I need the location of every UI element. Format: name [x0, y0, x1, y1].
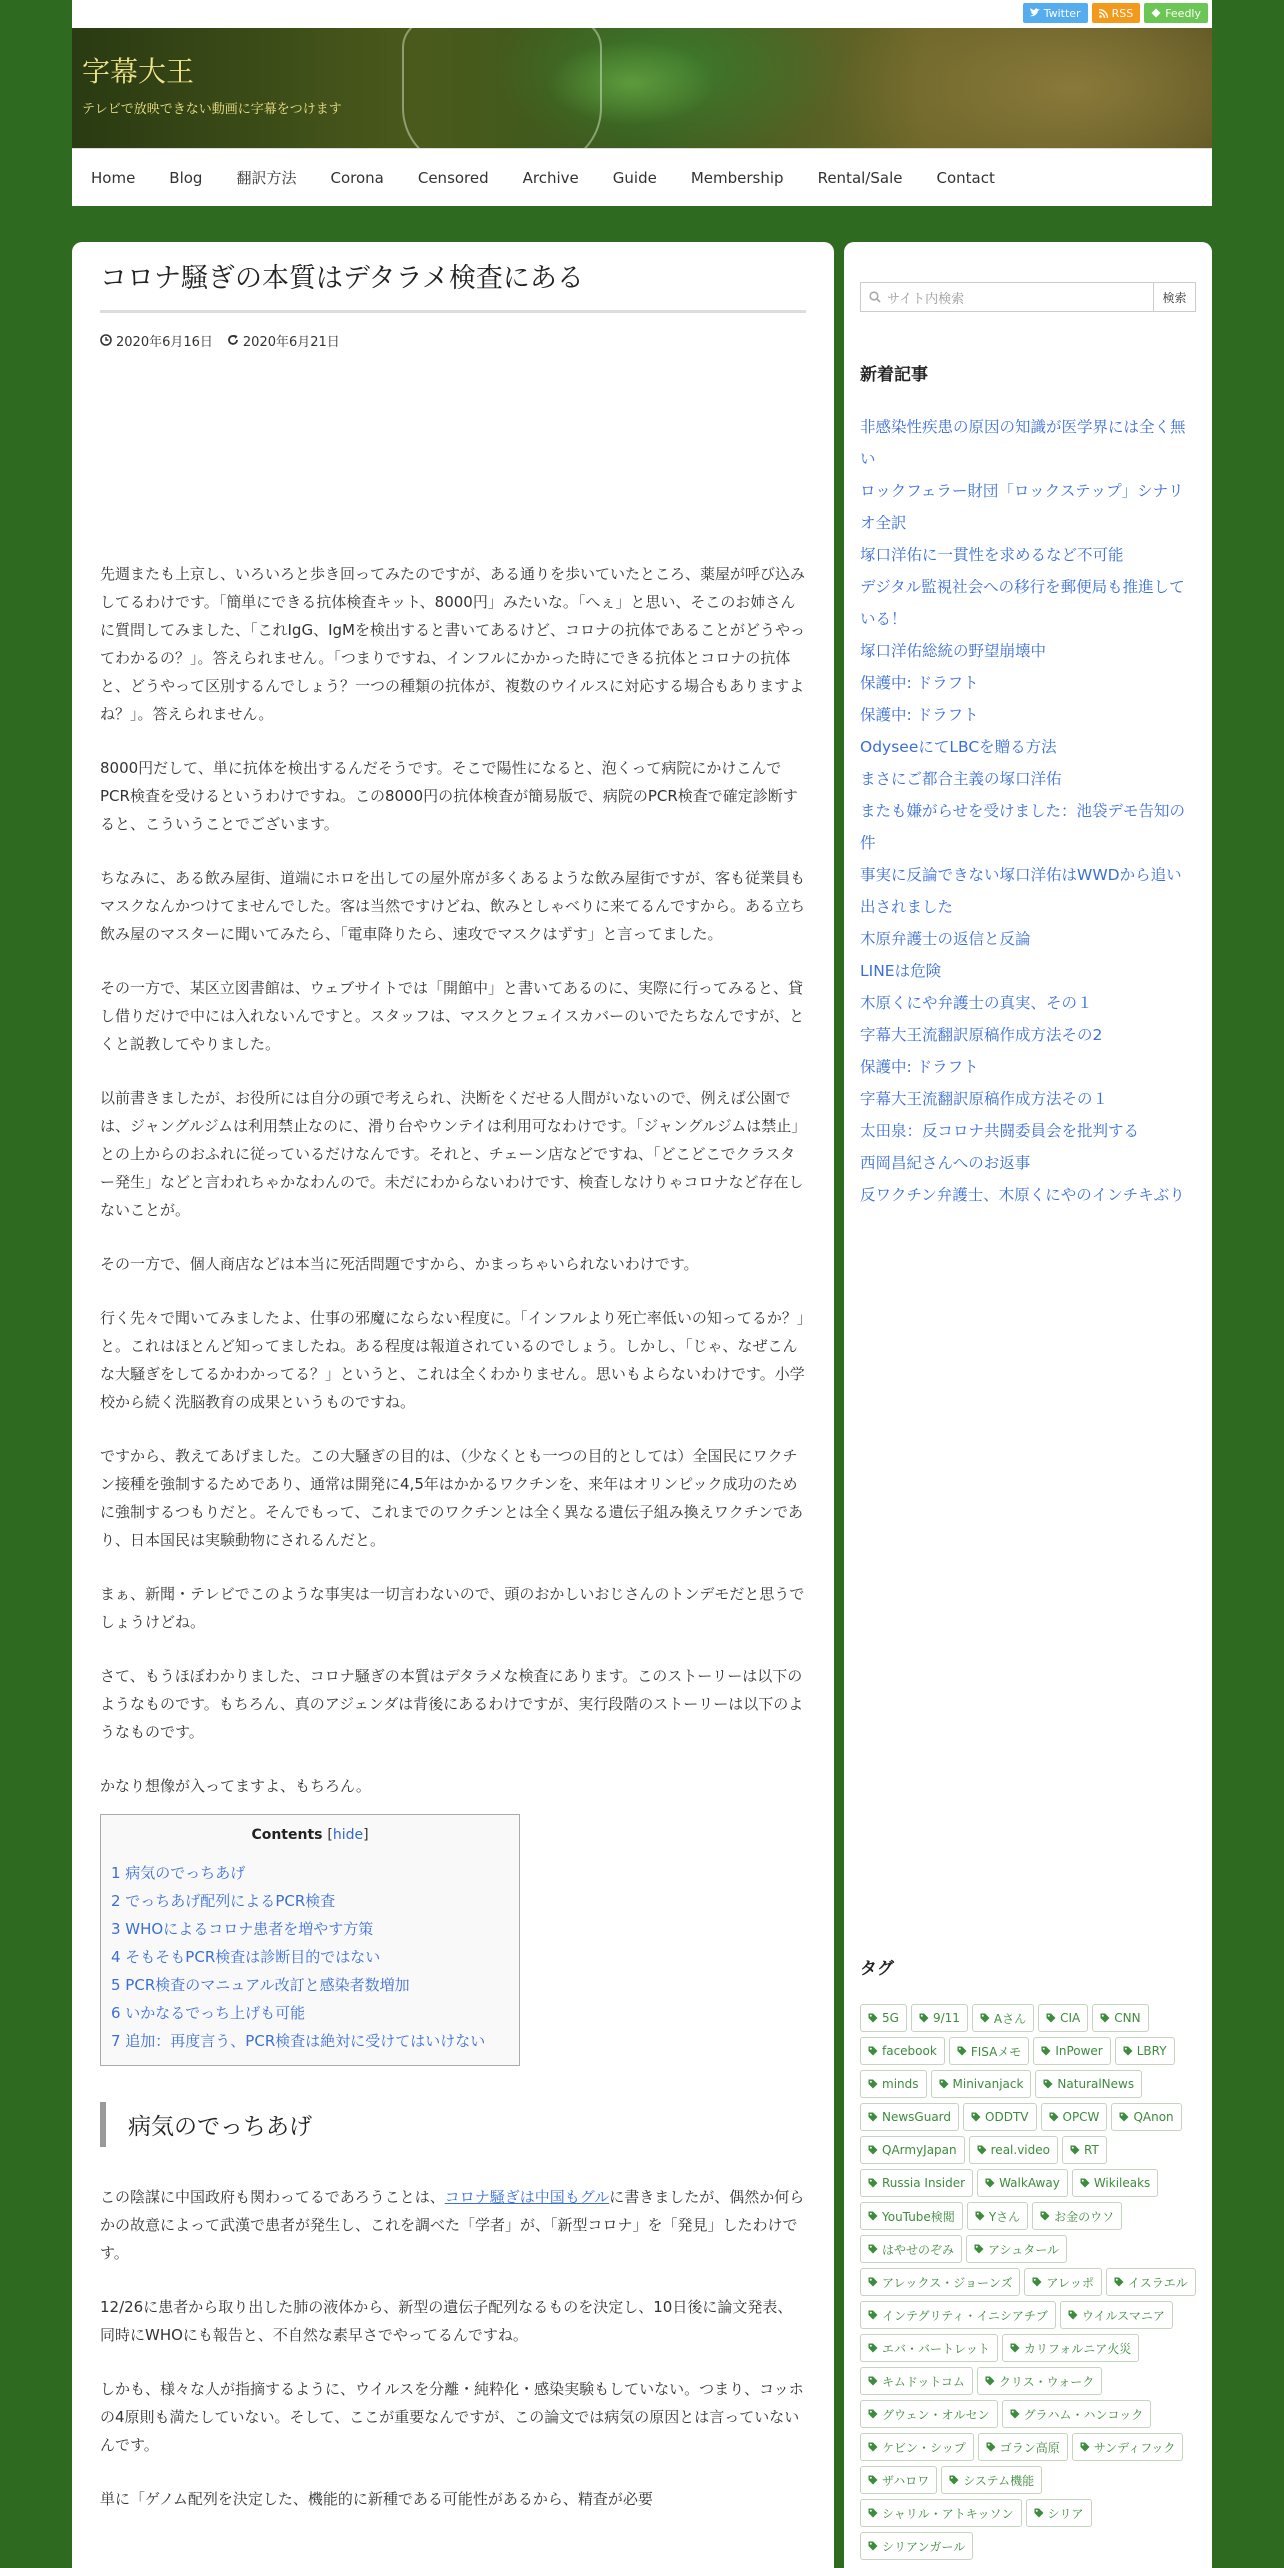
- recent-post-link[interactable]: 非感染性疾患の原因の知識が医学界には全く無い: [860, 418, 1186, 468]
- tag-link[interactable]: [1111, 2103, 1181, 2131]
- twitter-icon: [1030, 8, 1040, 18]
- tag-label: シリア: [1047, 2506, 1084, 2521]
- tag-icon: [868, 2178, 878, 2188]
- toc-item[interactable]: 7 追加：再度言う、PCR検査は絶対に受けてはいけない: [111, 2031, 486, 2050]
- tag-icon: [868, 2277, 878, 2287]
- tag-link[interactable]: [860, 2532, 973, 2560]
- tag-label: Yさん: [988, 2209, 1021, 2224]
- tag-label: システム機能: [963, 2473, 1035, 2488]
- rss-button[interactable]: [1092, 3, 1141, 23]
- tag-label: LBRY: [1136, 2044, 1167, 2058]
- tag-label: お金のウソ: [1054, 2209, 1115, 2224]
- top-bar: [72, 0, 1212, 28]
- paragraph: さて、もうほぼわかりました、コロナ騒ぎの本質はデタラメな検査にあります。このストーリーは以下のようなものです。もちろん、真のアジェンダは背後にあるわけですが、実行段階のストーリーは以下のようなものです。: [100, 1666, 804, 1741]
- paragraph: 12/26に患者から取り出した肺の液体から、新型の遺伝子配列なるものを決定し、10日後に論文発表、同時にWHOにも報告と、不自然な素早さでやってるんですね。: [100, 2297, 793, 2344]
- tag-icon: [957, 2046, 967, 2056]
- paragraph: 8000円だして、単に抗体を検出するんだそうです。そこで陽性になると、泡くって病院にかけこんでPCR検査を受けるというわけですね。この8000円の抗体検査が簡易版で、病院のPCR検査で確定診断すると、こういうことでございます。: [100, 758, 798, 833]
- tag-label: NaturalNews: [1057, 2077, 1135, 2091]
- tag-link[interactable]: [949, 2037, 1030, 2065]
- nav-rental-sale[interactable]: Rental/Sale: [817, 168, 903, 187]
- tag-link[interactable]: [860, 2367, 973, 2395]
- article-card: [72, 242, 834, 2568]
- paragraph: ですから、教えてあげました。この大騒ぎの目的は、（少なくとも一つの目的としては）全国民にワクチン接種を強制するためであり、通常は開発に4,5年はかかるワクチンを、来年はオリンピック成功のために強制するつもりだと。そんでもって、これまでのワクチンとは全く異なる遺伝子組み換えワクチンであり、日本国民は実験動物にされるんだと。: [100, 1446, 804, 1549]
- tag-link[interactable]: [860, 2169, 973, 2197]
- tag-link[interactable]: [860, 2136, 965, 2164]
- tag-icon: [868, 2079, 878, 2089]
- tag-link[interactable]: [1062, 2136, 1107, 2164]
- tag-label: 5G: [882, 2011, 899, 2025]
- tag-icon: [868, 2145, 878, 2155]
- toc-hide: [hide]: [327, 1826, 369, 1843]
- tag-link[interactable]: [1033, 2037, 1110, 2065]
- tag-link[interactable]: [969, 2136, 1058, 2164]
- tag-link[interactable]: [1115, 2037, 1175, 2065]
- tag-label: real.video: [990, 2143, 1050, 2157]
- nav-translation-method[interactable]: 翻訳方法: [236, 169, 297, 187]
- tag-link[interactable]: [911, 2004, 968, 2032]
- twitter-button[interactable]: [1023, 3, 1088, 23]
- tag-link[interactable]: [941, 2466, 1042, 2494]
- tag-icon: [1046, 2013, 1056, 2023]
- tag-label: シャリル・アトキッソン: [882, 2506, 1014, 2521]
- tag-label: NewsGuard: [882, 2110, 952, 2124]
- recent-posts-title: 新着記事: [860, 365, 928, 385]
- tag-icon: [971, 2112, 981, 2122]
- feedly-label: Feedly: [1165, 6, 1201, 20]
- tag-label: FISAメモ: [970, 2044, 1022, 2059]
- section-heading: 病気のでっちあげ: [100, 2102, 806, 2147]
- tag-label: QArmyJapan: [882, 2143, 957, 2157]
- nav-home[interactable]: Home: [91, 168, 136, 187]
- tag-label: アレックス・ジョーンズ: [882, 2275, 1013, 2290]
- toc-item[interactable]: 2 でっちあげ配列によるPCR検査: [111, 1891, 336, 1910]
- toc-hide-link[interactable]: hide: [332, 1826, 364, 1843]
- tag-label: RT: [1083, 2143, 1099, 2157]
- tag-icon: [868, 2013, 878, 2023]
- twitter-label: Twitter: [1043, 6, 1081, 20]
- tag-link[interactable]: [1024, 2268, 1101, 2296]
- recent-post-link[interactable]: 字幕大王流翻訳原稿作成方法その2: [860, 1026, 1103, 1044]
- tag-icon: [868, 2475, 878, 2485]
- tag-icon: [977, 2145, 987, 2155]
- tag-link[interactable]: [1002, 2334, 1139, 2362]
- nav-contact[interactable]: Contact: [936, 168, 995, 187]
- tag-icon: [980, 2013, 990, 2023]
- tag-icon: [1010, 2343, 1020, 2353]
- refresh-icon: [227, 334, 239, 346]
- tag-icon: [975, 2211, 985, 2221]
- recent-posts-list: [860, 411, 1196, 1211]
- toc-item[interactable]: 5 PCR検査のマニュアル改訂と感染者数増加: [111, 1975, 410, 1994]
- tag-label: Aさん: [993, 2011, 1027, 2026]
- toc-item[interactable]: 1 病気のでっちあげ: [111, 1863, 246, 1882]
- tag-icon: [1114, 2277, 1124, 2287]
- tag-label: キムドットコム: [882, 2374, 965, 2389]
- recent-post-link[interactable]: 字幕大王流翻訳原稿作成方法その１: [860, 1090, 1109, 1108]
- tag-link[interactable]: [977, 2367, 1102, 2395]
- post-meta: [100, 331, 806, 350]
- site-title[interactable]: 字幕大王: [82, 55, 195, 88]
- tag-label: ゴラン高原: [999, 2440, 1060, 2455]
- tag-label: グラハム・ハンコック: [1023, 2407, 1144, 2422]
- tag-icon: [974, 2244, 984, 2254]
- paragraph: しかも、様々な人が指摘するように、ウイルスを分離・純粋化・感染実験もしていない。つまり、コッホの4原則も満たしていない。そして、ここが重要なんですが、この論文では病気の原因とは言っていないんです。: [100, 2379, 804, 2454]
- site-description: テレビで放映できない動画に字幕をつけます: [82, 102, 342, 117]
- paragraph: かなり想像が入ってますよ、もちろん。: [100, 1776, 371, 1795]
- tag-label: シリアンガール: [882, 2539, 966, 2554]
- rss-icon: [1099, 9, 1108, 18]
- tag-link[interactable]: [860, 2400, 998, 2428]
- tag-link[interactable]: [1072, 2433, 1184, 2461]
- tag-link[interactable]: [1060, 2301, 1173, 2329]
- tag-link[interactable]: [860, 2499, 1022, 2527]
- nav-archive[interactable]: Archive: [522, 168, 579, 187]
- tag-icon: [868, 2244, 878, 2254]
- tag-link[interactable]: [860, 2037, 945, 2065]
- tag-icon: [1041, 2046, 1051, 2056]
- toc-title: [111, 1827, 509, 1843]
- tag-label: ケビン・シップ: [882, 2440, 966, 2455]
- ad-space: [100, 350, 806, 560]
- tag-label: アシュタール: [988, 2242, 1060, 2257]
- recent-post-link[interactable]: 保護中: ドラフト: [860, 706, 979, 724]
- tag-link[interactable]: [1092, 2004, 1148, 2032]
- tag-icon: [868, 2343, 878, 2353]
- paragraph: ちなみに、ある飲み屋街、道端にホロを出しての屋外席が多くあるような飲み屋街ですが、客も従業員もマスクなんかつけてませんでした。客は当然ですけどね、飲みとしゃべりに来てるんですから。ある立ち飲み屋のマスターに聞いてみたら、「電車降りたら、速攻でマスクはずす」と言ってました。: [100, 868, 806, 943]
- recent-post-link[interactable]: デジタル監視社会への移行を郵便局も推進している！: [860, 578, 1185, 628]
- tag-label: Minivanjack: [952, 2077, 1024, 2091]
- search-input[interactable]: [860, 282, 1154, 312]
- tag-icon: [1034, 2508, 1044, 2518]
- tag-link[interactable]: [978, 2433, 1068, 2461]
- tag-label: インテグリティ・イニシアチブ: [882, 2308, 1048, 2323]
- tag-link[interactable]: [860, 2202, 963, 2230]
- toc-item[interactable]: 3 WHOによるコロナ患者を増やす方策: [111, 1919, 374, 1938]
- post-title: コロナ騒ぎの本質はデタラメ検査にある: [100, 260, 806, 313]
- tag-label: QAnon: [1133, 2110, 1174, 2124]
- nav-guide[interactable]: Guide: [612, 168, 657, 187]
- recent-post-link[interactable]: 反ワクチン弁護士、木原くにやのインチキぶり: [860, 1186, 1185, 1204]
- tag-label: クリス・ウォーク: [998, 2374, 1095, 2389]
- recent-post-link[interactable]: 太田泉：反コロナ共闘委員会を批判する: [860, 1122, 1140, 1140]
- tag-label: Russia Insider: [882, 2176, 966, 2190]
- tag-icon: [1010, 2409, 1020, 2419]
- tag-icon: [868, 2442, 878, 2452]
- nav-blog[interactable]: Blog: [169, 168, 203, 187]
- paragraph: 行く先々で聞いてみましたよ、仕事の邪魔にならない程度に。「インフルより死亡率低いの知ってるか？」と。これはほとんど知ってましたね。ある程度は報道されているのでしょう。しかし、「じゃ、なぜこんな大騒ぎをしてるかわかってる？」というと、これは全くわかりません。思いもよらないわけです。小学校から続く洗脳教育の成果というものですね。: [100, 1308, 805, 1411]
- tag-icon: [868, 2508, 878, 2518]
- recent-post-link[interactable]: 保護中: ドラフト: [860, 1058, 979, 1076]
- tag-label: イスラエル: [1127, 2275, 1188, 2290]
- tag-link[interactable]: [860, 2433, 974, 2461]
- recent-post-link[interactable]: 塚口洋佑総統の野望崩壊中: [860, 642, 1047, 660]
- search-placeholder: サイト内検索: [887, 291, 965, 307]
- tag-label: Wikileaks: [1093, 2176, 1151, 2190]
- tag-label: CNN: [1114, 2011, 1141, 2025]
- tag-icon: [1100, 2013, 1110, 2023]
- tag-link[interactable]: [967, 2202, 1028, 2230]
- tag-link[interactable]: [860, 2103, 959, 2131]
- tag-icon: [986, 2442, 996, 2452]
- tag-label: minds: [882, 2077, 919, 2091]
- tag-link[interactable]: [860, 2268, 1020, 2296]
- tag-label: ウイルスマニア: [1081, 2308, 1165, 2323]
- tag-icon: [1049, 2112, 1059, 2122]
- tag-link[interactable]: [860, 2004, 907, 2032]
- paragraph: その一方で、某区立図書館は、ウェブサイトでは「開館中」と書いてあるのに、実際に行ってみると、貸し借りだけで中には入れないんですと。スタッフは、マスクとフェイスカバーのいでたちなんですが、とくと説教してやりました。: [100, 978, 805, 1053]
- clock-icon: [100, 334, 112, 346]
- table-of-contents: [100, 1814, 520, 2066]
- recent-post-link[interactable]: LINEは危険: [860, 962, 942, 980]
- tag-icon: [1068, 2310, 1078, 2320]
- toc-title-text: Contents: [251, 1826, 323, 1843]
- inline-link[interactable]: コロナ騒ぎは中国もグル: [444, 2187, 610, 2206]
- tag-link[interactable]: [977, 2169, 1068, 2197]
- tag-icon: [1070, 2145, 1080, 2155]
- recent-post-link[interactable]: 木原くにや弁護士の真実、その１: [860, 994, 1093, 1012]
- main-nav: [72, 148, 1212, 206]
- recent-post-link[interactable]: まさにご都合主義の塚口洋佑: [860, 770, 1062, 788]
- tag-cloud: [860, 2004, 1196, 2565]
- tag-link[interactable]: [1106, 2268, 1196, 2296]
- tag-icon: [1040, 2211, 1050, 2221]
- tag-label: はやせのぞみ: [882, 2242, 955, 2257]
- tag-link[interactable]: [1026, 2499, 1092, 2527]
- paragraph: [100, 2183, 806, 2267]
- tag-link[interactable]: [860, 2235, 962, 2263]
- tag-icon: [868, 2310, 878, 2320]
- tag-icon: [868, 2541, 878, 2551]
- tag-label: グウェン・オルセン: [882, 2407, 990, 2422]
- search-icon: [869, 291, 881, 303]
- tag-label: ODDTV: [985, 2110, 1029, 2124]
- toc-item[interactable]: 6 いかなるでっち上げも可能: [111, 2003, 306, 2022]
- updated-date: [227, 331, 340, 350]
- paragraph: 先週またも上京し、いろいろと歩き回ってみたのですが、ある通りを歩いていたところ、薬屋が呼び込みしてるわけです。「簡単にできる抗体検査キット、8000円」みたいな。「へぇ」と思い、そこのお姉さんに質問してみました、「これIgG、IgMを検出すると書いてあるけど、コロナの抗体であることがどうやってわかるの？」。答えられません。「つまりですね、インフルにかかった時にできる抗体とコロナの抗体と、どうやって区別するんでしょう？一つの種類の抗体が、複数のウイルスに対応する場合もありますよね？」。答えられません。: [100, 564, 806, 723]
- tag-label: アレッポ: [1046, 2275, 1094, 2290]
- tag-icon: [949, 2475, 959, 2485]
- tag-label: OPCW: [1062, 2110, 1100, 2124]
- tag-link[interactable]: [860, 2301, 1056, 2329]
- nav-censored[interactable]: Censored: [417, 168, 489, 187]
- tag-icon: [868, 2112, 878, 2122]
- tag-link[interactable]: [1035, 2070, 1142, 2098]
- paragraph: その一方で、個人商店などは本当に死活問題ですから、かまっちゃいられないわけです。: [100, 1254, 699, 1273]
- tag-icon: [1080, 2178, 1090, 2188]
- tag-icon: [868, 2409, 878, 2419]
- paragraph: 以前書きましたが、お役所には自分の頭で考えられ、決断をくだせる人間がいないので、例えば公園では、ジャングルジムは利用禁止なのに、滑り台やウンテイは利用可なわけです。「ジャングルジムは禁止」との上からのおふれに従っているだけなんです。それと、チェーン店などですね、「どこどこでクラスター発生」などと言われちゃかなわんので。未だにわからないわけです、検査しなけりゃコロナなど存在しないことが。: [100, 1088, 804, 1219]
- search-form: [860, 282, 1196, 312]
- feedly-button[interactable]: [1144, 3, 1208, 23]
- tag-label: CIA: [1060, 2011, 1081, 2025]
- recent-post-link[interactable]: ロックフェラー財団「ロックステップ」シナリオ全訳: [860, 482, 1184, 532]
- recent-post-link[interactable]: 塚口洋佑に一貫性を求めるなど不可能: [860, 546, 1124, 564]
- tag-icon: [1119, 2112, 1129, 2122]
- search-button[interactable]: 検索: [1154, 282, 1196, 312]
- tag-label: InPower: [1055, 2044, 1103, 2058]
- toc-list: [111, 1859, 509, 2055]
- tag-icon: [868, 2376, 878, 2386]
- recent-post-link[interactable]: 西岡昌紀さんへのお返事: [860, 1154, 1031, 1172]
- tag-icon: [1123, 2046, 1133, 2056]
- tags-title: タグ: [860, 1959, 894, 1979]
- tag-icon: [868, 2211, 878, 2221]
- tag-link[interactable]: [860, 2070, 927, 2098]
- nav-corona[interactable]: Corona: [330, 168, 384, 187]
- tag-icon: [985, 2376, 995, 2386]
- tag-link[interactable]: [860, 2334, 998, 2362]
- tag-icon: [1080, 2442, 1090, 2452]
- published-date: [100, 331, 213, 350]
- tag-label: エバ・バートレット: [882, 2341, 990, 2356]
- tag-label: YouTube検閲: [882, 2209, 955, 2224]
- tag-label: facebook: [882, 2044, 937, 2058]
- tag-link[interactable]: [1041, 2103, 1108, 2131]
- tag-label: 9/11: [932, 2011, 960, 2025]
- tag-icon: [868, 2046, 878, 2056]
- text: に書きましたが、偶然か何らかの故意によって武漢で患者が発生し、これを調べた「学者」が、「新型コロナ」を「発見」したわけです。: [100, 2187, 805, 2262]
- tag-label: カリフォルニア火災: [1023, 2341, 1132, 2356]
- published-date-text: 2020年6月16日: [116, 334, 213, 350]
- feedly-icon: [1151, 8, 1161, 18]
- tag-link[interactable]: [1032, 2202, 1122, 2230]
- tag-icon: [919, 2013, 929, 2023]
- nav-membership[interactable]: Membership: [690, 168, 784, 187]
- text: この陰謀に中国政府も関わってるであろうことは、: [100, 2187, 445, 2206]
- header-image-jar: [402, 28, 602, 148]
- tag-link[interactable]: [1038, 2004, 1088, 2032]
- tag-icon: [1043, 2079, 1053, 2089]
- recent-post-link[interactable]: 保護中: ドラフト: [860, 674, 979, 692]
- sidebar: [844, 242, 1212, 2568]
- tag-label: ザハロワ: [882, 2473, 930, 2488]
- tag-icon: [939, 2079, 949, 2089]
- recent-post-link[interactable]: OdyseeにてLBCを贈る方法: [860, 738, 1057, 756]
- tag-label: WalkAway: [999, 2176, 1060, 2190]
- tag-link[interactable]: [963, 2103, 1036, 2131]
- social-buttons: [1023, 3, 1208, 23]
- tag-link[interactable]: [931, 2070, 1032, 2098]
- tag-icon: [985, 2178, 995, 2188]
- paragraph: まぁ、新聞・テレビでこのような事実は一切言わないので、頭のおかしいおじさんのトンデモだと思うでしょうけどね。: [100, 1584, 805, 1631]
- updated-date-text: 2020年6月21日: [242, 334, 340, 350]
- paragraph: 単に「ゲノム配列を決定した、機能的に新種である可能性があるから、精査が必要: [100, 2489, 653, 2508]
- tag-label: サンディフック: [1093, 2440, 1176, 2455]
- recent-post-link[interactable]: またも嫌がらせを受けました：池袋デモ告知の件: [860, 802, 1186, 852]
- rss-label: RSS: [1111, 6, 1134, 20]
- tag-icon: [1032, 2277, 1042, 2287]
- toc-item[interactable]: 4 そもそもPCR検査は診断目的ではない: [111, 1947, 381, 1966]
- tag-link[interactable]: [860, 2466, 937, 2494]
- recent-post-link[interactable]: 木原弁護士の返信と反論: [860, 930, 1031, 948]
- site-header: [72, 28, 1212, 148]
- tag-link[interactable]: [1002, 2400, 1152, 2428]
- tag-link[interactable]: [1072, 2169, 1159, 2197]
- tag-link[interactable]: [972, 2004, 1034, 2032]
- tag-link[interactable]: [966, 2235, 1067, 2263]
- recent-post-link[interactable]: 事実に反論できない塚口洋佑はWWDから追い出されました: [860, 866, 1182, 916]
